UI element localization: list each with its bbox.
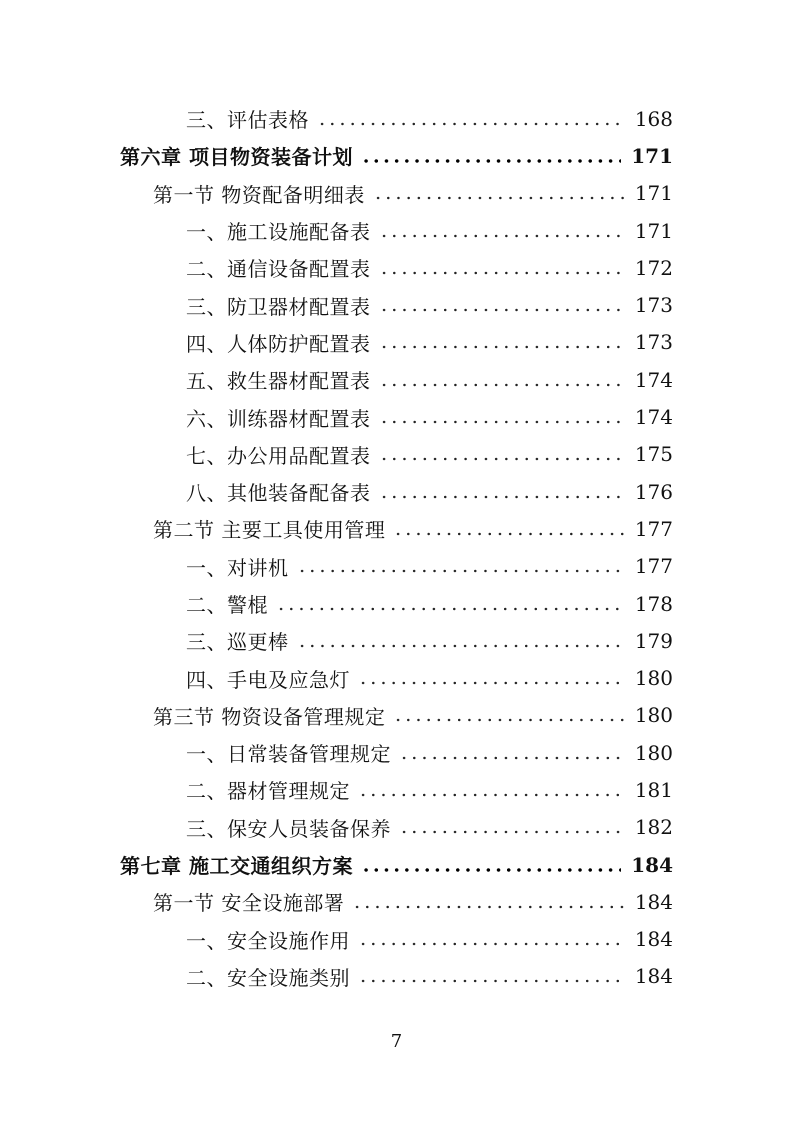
toc-entry-page-number: 174 (634, 405, 673, 430)
toc-entry-subsection[interactable] (0, 436, 673, 473)
toc-entry-page-number: 175 (634, 442, 673, 467)
toc-entry-title: 七、办公用品配置表 (186, 443, 371, 468)
dot-leader (379, 419, 625, 425)
dot-leader (373, 195, 625, 201)
toc-entry-section[interactable] (0, 883, 673, 920)
dot-leader (276, 606, 625, 612)
dot-leader (358, 792, 625, 798)
dot-leader (297, 643, 625, 649)
toc-entry-subsection[interactable] (0, 548, 673, 585)
toc-entry-page-number: 184 (634, 889, 673, 914)
toc-entry-subsection[interactable] (0, 212, 673, 249)
toc-entry-page-number: 173 (634, 330, 673, 355)
toc-entry-page-number: 172 (634, 255, 673, 280)
toc-entry-section[interactable] (0, 175, 673, 212)
toc-entry-page-number: 182 (634, 815, 673, 840)
toc-entry-title: 八、其他装备配备表 (186, 481, 371, 506)
toc-entry-subsection[interactable] (0, 398, 673, 435)
toc-entry-subsection[interactable] (0, 585, 673, 622)
toc-entry-title: 三、防卫器材配置表 (186, 294, 371, 319)
toc-entry-page-number: 173 (634, 293, 673, 318)
toc-entry-page-number: 184 (631, 852, 673, 877)
dot-leader (379, 233, 625, 239)
toc-entry-page-number: 178 (634, 591, 673, 616)
toc-entry-title: 第一节 安全设施部署 (153, 891, 345, 916)
toc-entry-title: 第六章 项目物资装备计划 (120, 145, 353, 170)
toc-entry-title: 三、评估表格 (186, 108, 309, 133)
toc-entry-page-number: 171 (634, 218, 673, 243)
toc-entry-page-number: 171 (631, 143, 673, 168)
toc-entry-title: 一、安全设施作用 (186, 928, 350, 953)
toc-entry-title: 三、保安人员装备保养 (186, 816, 391, 841)
toc-entry-chapter[interactable] (0, 846, 673, 883)
toc-entry-title: 一、对讲机 (186, 555, 289, 580)
toc-entry-title: 第七章 施工交通组织方案 (120, 854, 353, 879)
toc-entry-title: 二、通信设备配置表 (186, 257, 371, 282)
toc-entry-subsection[interactable] (0, 473, 673, 510)
toc-entry-page-number: 184 (634, 927, 673, 952)
dot-leader (379, 456, 625, 462)
toc-entry-title: 一、施工设施配备表 (186, 220, 371, 245)
dot-leader (379, 344, 625, 350)
dot-leader (399, 755, 625, 761)
dot-leader (379, 307, 625, 313)
toc-entry-subsection[interactable] (0, 622, 673, 659)
table-of-contents (0, 100, 673, 995)
toc-entry-page-number: 174 (634, 367, 673, 392)
toc-entry-subsection[interactable] (0, 771, 673, 808)
dot-leader (358, 680, 625, 686)
dot-leader (361, 867, 621, 873)
toc-entry-title: 二、器材管理规定 (186, 779, 350, 804)
toc-entry-subsection[interactable] (0, 809, 673, 846)
toc-entry-page-number: 180 (634, 740, 673, 765)
toc-entry-page-number: 180 (634, 703, 673, 728)
toc-entry-title: 二、安全设施类别 (186, 965, 350, 990)
toc-entry-page-number: 168 (634, 106, 673, 131)
dot-leader (393, 717, 624, 723)
toc-entry-chapter[interactable] (0, 137, 673, 174)
toc-entry-subsection[interactable] (0, 100, 673, 137)
toc-entry-subsection[interactable] (0, 361, 673, 398)
toc-entry-subsection[interactable] (0, 958, 673, 995)
toc-entry-page-number: 181 (634, 777, 673, 802)
dot-leader (297, 568, 625, 574)
toc-entry-title: 五、救生器材配置表 (186, 369, 371, 394)
dot-leader (379, 270, 625, 276)
toc-entry-title: 四、手电及应急灯 (186, 667, 350, 692)
dot-leader (352, 904, 624, 910)
toc-entry-page-number: 177 (634, 554, 673, 579)
dot-leader (393, 531, 624, 537)
dot-leader (358, 941, 625, 947)
toc-entry-page-number: 184 (634, 964, 673, 989)
toc-entry-subsection[interactable] (0, 921, 673, 958)
toc-entry-title: 三、巡更棒 (186, 630, 289, 655)
toc-entry-page-number: 177 (634, 516, 673, 541)
toc-entry-title: 第一节 物资配备明细表 (153, 182, 365, 207)
toc-entry-title: 一、日常装备管理规定 (186, 742, 391, 767)
dot-leader (379, 494, 625, 500)
toc-entry-title: 六、训练器材配置表 (186, 406, 371, 431)
toc-entry-title: 二、警棍 (186, 593, 268, 617)
toc-entry-subsection[interactable] (0, 249, 673, 286)
toc-entry-page-number: 176 (634, 479, 673, 504)
toc-entry-title: 四、人体防护配置表 (186, 331, 371, 356)
toc-entry-page-number: 171 (634, 181, 673, 206)
dot-leader (358, 978, 625, 984)
toc-entry-page-number: 180 (634, 666, 673, 691)
toc-entry-title: 第三节 物资设备管理规定 (153, 704, 386, 729)
page-number: 7 (390, 1031, 403, 1052)
toc-entry-section[interactable] (0, 510, 673, 547)
dot-leader (317, 121, 625, 127)
toc-entry-section[interactable] (0, 697, 673, 734)
toc-entry-subsection[interactable] (0, 734, 673, 771)
toc-entry-subsection[interactable] (0, 286, 673, 323)
toc-entry-subsection[interactable] (0, 659, 673, 696)
toc-entry-subsection[interactable] (0, 324, 673, 361)
dot-leader (379, 382, 625, 388)
toc-entry-title: 第二节 主要工具使用管理 (153, 518, 386, 543)
dot-leader (399, 829, 625, 835)
dot-leader (361, 158, 621, 164)
toc-entry-page-number: 179 (634, 628, 673, 653)
